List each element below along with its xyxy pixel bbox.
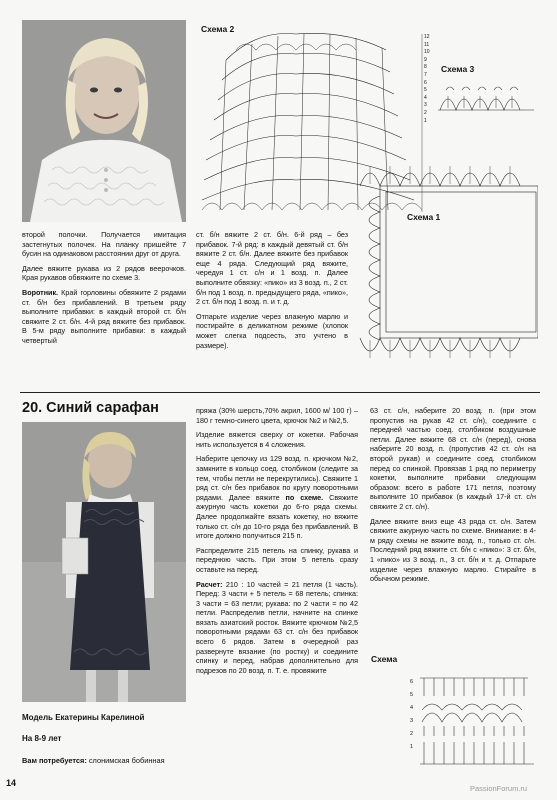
paragraph: ст. б/н вяжите 2 ст. б/н. 6-й ряд – без прибавок. 7-й ряд: в каждый девятый ст. б/н вяжите 2 ст. б/н. Далее вяжите без прибавок еще 4 ряда. Следующий ряд вяжите, чередуя 1 ст. с/н и 1 возд. п. Далее выполните обвязку: «пико» из 3 возд. п., 2 ст. б/н под 1 возд. п. предыдущего ряда, «пико», 2 ст. б/н под 1 возд. п. и т. д. — [196, 230, 348, 307]
paragraph: Распределите 215 петель на спинку, рукава и переднюю часть. При этом 5 петель сразу оставьте на перед. — [196, 545, 358, 574]
paragraph-text: Свяжите ажурную часть кокетки до 6-го ряда схемы. Далее продолжайте вязать кокетку, но вяжите только ст. с/н до 10-го ряда без прибавлений. В итоге должно получиться 215 п. — [196, 492, 358, 541]
crochet-scheme-3 — [436, 64, 536, 116]
row-number: 11 — [424, 41, 430, 48]
paragraph-text: Наберите цепочку из 129 возд. п. крючком №2, замкните в кольцо соед. столбиком (следите за тем, чтобы петли не перекрутились). Свяжите 1 ряд ст. с/н без прибавок по кругу поворотными рядами. Далее вяжите — [196, 454, 358, 502]
paragraph — [22, 288, 186, 346]
crochet-scheme-1-drawing — [356, 156, 538, 380]
materials-line — [22, 756, 165, 765]
row-number: 4 — [424, 94, 427, 101]
scheme-1-label: Схема 1 — [407, 212, 441, 222]
paragraph: 63 ст. с/н, наберите 20 возд. п. (при этом пропустив на рукав 42 ст. с/н), соедините с передней частью соед. столбиком воздушные петли. Далее вяжите 68 ст. с/н (перед), снова наберите 20 возд. п. (пропустив 42 ст. с/н на второй рукав) и соедините соед. столбиком перед со спинкой. Провязав 1 ряд по периметру кокетки, выполните прибавки следующим образом: всего в работе 171 петля, поэтому выполните 10 прибавок (в каждый 17-й ст. с/н свяжите 2 ст. с/н). — [370, 406, 536, 511]
row-number: 7 — [424, 71, 427, 78]
crochet-scheme-sundress — [370, 654, 536, 766]
crochet-scheme-1 — [356, 156, 538, 380]
section-heading-collar: Воротник. — [22, 287, 59, 297]
paragraph: Далее вяжите вниз еще 43 ряда ст. с/н. Затем свяжите ажурную часть по схеме. Внимание: в 4-м ряду схемы не вяжите возд. п., только ст. с/н. Последний ряд вяжите ст. б/н с «пико»: 3 ст. б/н, 1 «пико» из 3 возд. п., 3 ст. б/н и т. д. Отпарьте изделие через влажную марлю. Стирайте в обычном режиме. — [370, 516, 536, 584]
row-number: 5 — [410, 692, 414, 698]
row-number: 8 — [424, 64, 427, 71]
paragraph — [196, 580, 358, 676]
row-number: 1 — [424, 117, 427, 124]
crochet-scheme-3-drawing — [436, 76, 536, 116]
photo-girl-navy-sundress — [22, 422, 186, 702]
section-divider — [20, 392, 540, 393]
bottom-text-column-3 — [370, 406, 536, 589]
row-number: 4 — [410, 705, 414, 711]
row-number: 6 — [424, 79, 427, 86]
bottom-text-column-2 — [196, 406, 358, 680]
scheme-2-row-numbers — [424, 34, 436, 125]
paragraph: Изделие вяжется сверху от кокетки. Рабочая нить используется в 4 сложения. — [196, 430, 358, 449]
scheme-3-label: Схема 3 — [441, 64, 475, 74]
paragraph: Отпарьте изделие через влажную марлю и постирайте в деликатном режиме (хлопок может слегка подсесть, это учтено в размере). — [196, 311, 348, 350]
row-number: 1 — [410, 744, 414, 750]
watermark: PassionForum.ru — [470, 784, 528, 793]
row-number: 2 — [424, 109, 427, 116]
materials-heading: Вам потребуется: — [22, 756, 87, 765]
scheme-label: Схема — [371, 654, 398, 664]
row-number: 3 — [410, 718, 414, 724]
materials-text: слонимская бобинная — [86, 756, 165, 765]
photo-girl-white-lace-top-drawing — [22, 20, 186, 222]
paragraph: второй полочки. Получается имитация застегнутых полочек. На планку пришейте 7 бусин на одинаковом расстоянии друг от друга. — [22, 230, 186, 259]
paragraph-text: Край горловины обвяжите 2 рядами ст. б/н без прибавлений. В третьем ряду выполните прибавки: в каждый второй ст. б/н свяжите 2 ст. б/н. 4-й ряд вяжите без прибавок. В 5-м ряду выполните прибавки: в каждый четвертый — [22, 287, 186, 345]
paragraph: пряжа (30% шерсть,70% акрил, 1600 м/ 100 г) – 180 г темно-синего цвета, крючок №2 и №2,5. — [196, 406, 358, 425]
row-number: 5 — [424, 87, 427, 94]
top-text-column-2 — [196, 230, 348, 355]
paragraph: Далее вяжите рукава из 2 рядов вееpочков. Края рукавов обвяжите по схеме 3. — [22, 263, 186, 283]
scheme-row-numbers — [410, 676, 418, 754]
model-credit: Модель Екатерины Карелиной — [22, 713, 145, 722]
row-number: 3 — [424, 102, 427, 109]
row-number: 9 — [424, 56, 427, 63]
scheme-2-label: Схема 2 — [201, 24, 235, 34]
photo-girl-white-lace-top — [22, 20, 186, 222]
row-number: 6 — [410, 679, 414, 685]
row-number: 10 — [424, 49, 430, 56]
photo-girl-navy-sundress-drawing — [22, 422, 186, 702]
paragraph — [196, 454, 358, 540]
age-label: На 8-9 лет — [22, 734, 62, 743]
row-number: 12 — [424, 34, 430, 40]
paragraph-bold: по схеме. — [285, 492, 324, 502]
crochet-scheme-sundress-drawing — [418, 672, 536, 768]
article-title: 20. Синий сарафан — [22, 400, 159, 416]
row-number: 2 — [410, 731, 414, 737]
paragraph-bold: Расчет: — [196, 579, 223, 589]
paragraph-text: 210 : 10 частей = 21 петля (1 часть). Перед: 3 части + 5 петель = 68 петель; спинка: 3 части = 63 петли; рукава: по 2 части = по 42 петли. Распределив петли, начните на спинке вязать азиатский росток. Вяжите крючком №2,5 поворотными рядами 63 ст. с/н без прибавок всего 6 рядов. Затем в очередной раз развернуте вязание (по ростку) и соедините спинку и перед, набрав дополнительно для подрезов по 20 возд. п. Т. е. провяжите — [196, 579, 358, 675]
top-text-column-1 — [22, 230, 186, 351]
page-number: 14 — [6, 778, 17, 788]
